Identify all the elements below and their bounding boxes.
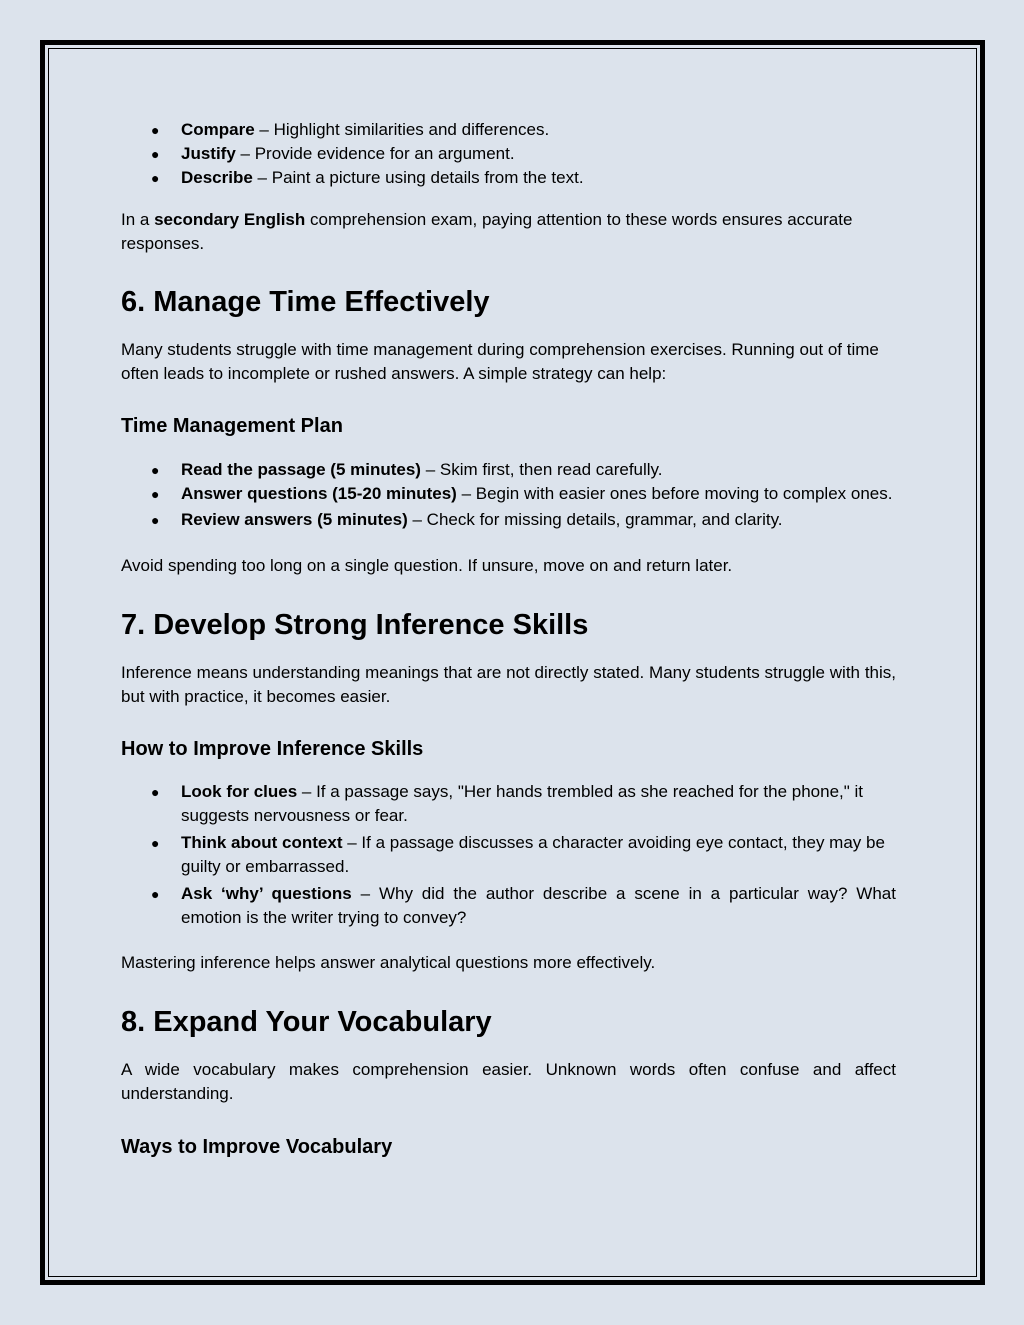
paragraph-inference: Inference means understanding meanings that are not directly stated. Many students struggle with this, but with practice, it becomes easier. [121,663,896,706]
bullet-icon: ● [151,170,160,186]
bullet-icon: ● [151,486,160,502]
inference-list [121,780,896,930]
text: comprehension exam, paying attention to these words ensures accurate responses. [121,210,853,253]
bullet-icon: ● [151,122,160,138]
list-item-term: Justify [181,144,236,163]
text-bold: secondary English [154,210,306,229]
section-heading-time: 6. Manage Time Effectively [121,286,490,318]
list-item-term: Think about context [181,833,343,852]
bullet-icon: ● [151,462,160,478]
list-item-desc: – If a passage discusses a character avoiding eye contact, they may be guilty or embarrassed. [181,833,885,876]
section-heading-inference: 7. Develop Strong Inference Skills [121,609,589,641]
list-item-desc: – Check for missing details, grammar, and clarity. [407,510,783,529]
list-item-desc: – Provide evidence for an argument. [235,144,515,163]
subheading-time-plan: Time Management Plan [121,415,343,437]
list-item-desc: – Highlight similarities and differences. [254,120,550,139]
paragraph-time: Many students struggle with time management during comprehension exercises. Running out of time often leads to incomplete or rushed answers. A simple strategy can help: [121,340,879,383]
list-item-desc: – Why did the author describe a scene in a particular way? What emotion is the writer trying to convey? [181,884,896,927]
list-item-term: Review answers (5 minutes) [181,510,408,529]
list-item-term: Ask ‘why’ questions [181,884,352,903]
list-item [121,882,896,930]
list-item [121,831,896,879]
list-item-desc: – Paint a picture using details from the text. [252,168,584,187]
paragraph-secondary-english [121,208,896,256]
bullet-icon: ● [151,146,160,162]
list-item [121,118,896,142]
list-item-desc: – Begin with easier ones before moving to complex ones. [456,484,893,503]
list-item [121,780,896,828]
subheading-vocabulary: Ways to Improve Vocabulary [121,1136,393,1158]
paragraph-time-advice: Avoid spending too long on a single question. If unsure, move on and return later. [121,556,733,575]
document-content [121,118,896,1160]
list-item-term: Compare [181,120,255,139]
bullet-icon: ● [151,512,160,528]
section-heading-vocabulary: 8. Expand Your Vocabulary [121,1006,492,1038]
list-item [121,459,896,481]
list-item-desc: – Skim first, then read carefully. [420,460,663,479]
text: In a [121,210,155,229]
list-item-term: Describe [181,168,253,187]
list-item [121,508,896,532]
list-item [121,482,896,506]
bullet-icon: ● [151,886,160,902]
bullet-icon: ● [151,784,160,800]
list-item [121,166,896,190]
list-item-term: Read the passage (5 minutes) [181,460,421,479]
list-item-term: Answer questions (15-20 minutes) [181,484,457,503]
keyword-list [121,118,896,190]
list-item-desc: – If a passage says, "Her hands trembled as she reached for the phone," it suggests nervousness or fear. [181,782,864,825]
paragraph-inference-summary: Mastering inference helps answer analytical questions more effectively. [121,953,656,972]
list-item [121,142,896,166]
time-plan-list [121,459,896,532]
subheading-inference: How to Improve Inference Skills [121,738,424,760]
paragraph-vocabulary: A wide vocabulary makes comprehension easier. Unknown words often confuse and affect understanding. [121,1060,896,1103]
bullet-icon: ● [151,835,160,851]
list-item-term: Look for clues [181,782,298,801]
